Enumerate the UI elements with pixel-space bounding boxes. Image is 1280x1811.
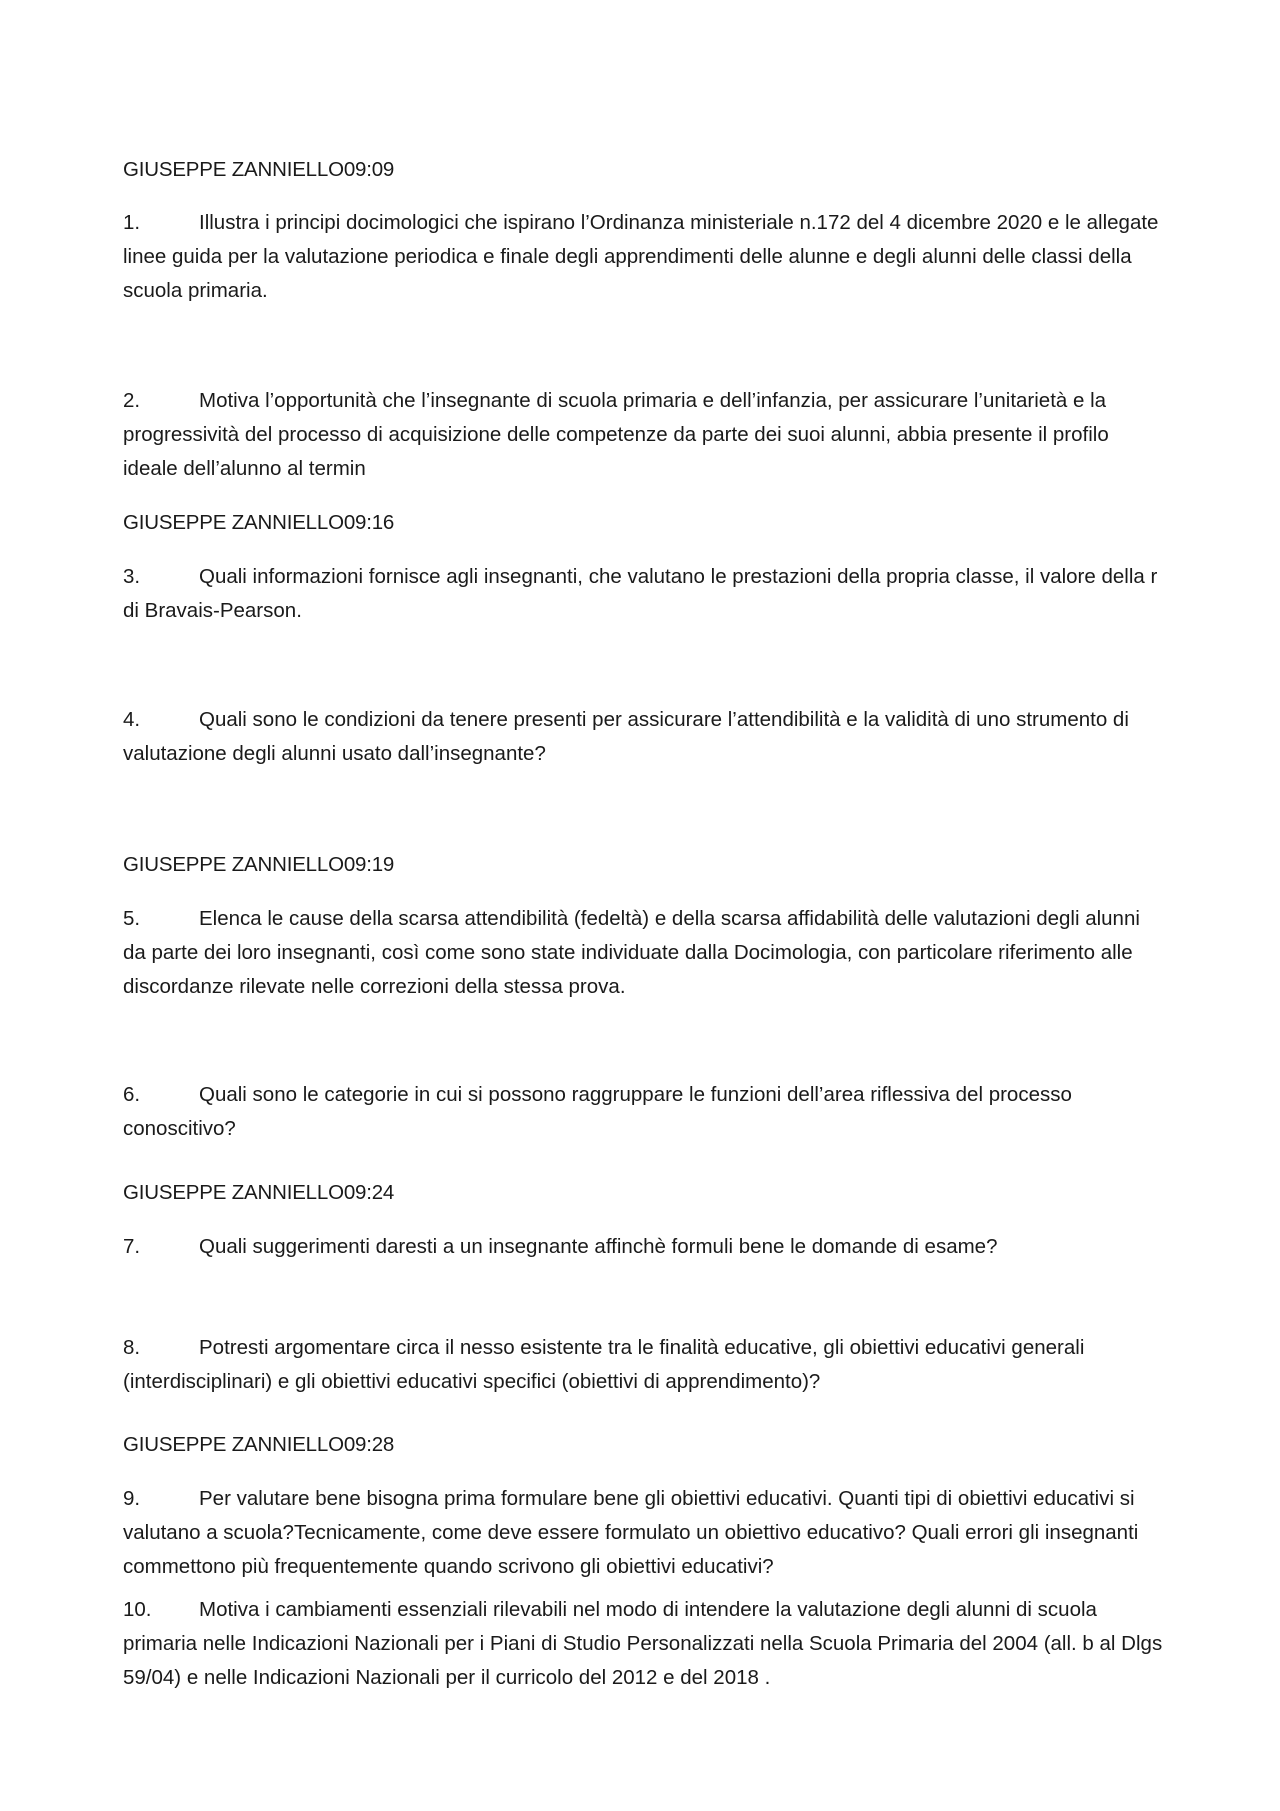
timestamp-header: GIUSEPPE ZANNIELLO09:19 [123, 853, 395, 876]
question-number: 7. [123, 1235, 141, 1258]
question-item [123, 384, 1168, 486]
question-number: 1. [123, 211, 141, 234]
question-number: 4. [123, 708, 141, 731]
question-number: 6. [123, 1083, 141, 1106]
question-text: Motiva i cambiamenti essenziali rilevabili nel modo di intendere la valutazione degli alunni di scuola primaria nelle Indicazioni Nazionali per i Piani di Studio Personalizzati nella Scuola Primaria del 2004 (all. b al Dlgs 59/04) e nelle Indicazioni Nazionali per il curricolo del 2012 e del 2018 . [123, 1598, 1163, 1689]
question-text: Quali sono le condizioni da tenere presenti per assicurare l’attendibilità e la validità di uno strumento di valutazione degli alunni usato dall’insegnante? [123, 708, 1129, 765]
question-text: Quali suggerimenti daresti a un insegnante affinchè formuli bene le domande di esame? [199, 1235, 998, 1258]
question-text: Motiva l’opportunità che l’insegnante di scuola primaria e dell’infanzia, per assicurare l’unitarietà e la progressività del processo di acquisizione delle competenze da parte dei suoi alunni, abbia presente il profilo ideale dell’alunno al termin [123, 389, 1109, 480]
timestamp-header: GIUSEPPE ZANNIELLO09:09 [123, 158, 395, 181]
question-item [123, 560, 1168, 628]
question-number: 3. [123, 565, 141, 588]
question-item [123, 703, 1168, 771]
question-number: 8. [123, 1336, 141, 1359]
question-number: 10. [123, 1598, 152, 1621]
question-item [123, 1593, 1168, 1695]
question-item [123, 902, 1168, 1004]
question-item [123, 1331, 1168, 1399]
question-item [123, 1230, 1168, 1264]
question-text: Potresti argomentare circa il nesso esistente tra le finalità educative, gli obiettivi educativi generali (interdisciplinari) e gli obiettivi educativi specifici (obiettivi di apprendimento)? [123, 1336, 1085, 1393]
question-text: Per valutare bene bisogna prima formulare bene gli obiettivi educativi. Quanti tipi di obiettivi educativi si valutano a scuola?Tecnicamente, come deve essere formulato un obiettivo educativo? Quali errori gli insegnanti commettono più frequentemente quando scrivono gli obiettivi educativi? [123, 1487, 1139, 1578]
question-number: 2. [123, 389, 141, 412]
question-text: Quali informazioni fornisce agli insegnanti, che valutano le prestazioni della propria classe, il valore della r di Bravais-Pearson. [123, 565, 1158, 622]
question-text: Elenca le cause della scarsa attendibilità (fedeltà) e della scarsa affidabilità delle valutazioni degli alunni da parte dei loro insegnanti, così come sono state individuate dalla Docimologia, con particolare riferimento alle discordanze rilevate nelle correzioni della stessa prova. [123, 907, 1140, 998]
question-item [123, 1482, 1168, 1584]
question-item [123, 206, 1168, 308]
timestamp-header: GIUSEPPE ZANNIELLO09:16 [123, 511, 395, 534]
question-number: 5. [123, 907, 141, 930]
question-text: Quali sono le categorie in cui si possono raggruppare le funzioni dell’area riflessiva del processo conoscitivo? [123, 1083, 1072, 1140]
question-text: Illustra i principi docimologici che ispirano l’Ordinanza ministeriale n.172 del 4 dicembre 2020 e le allegate linee guida per la valutazione periodica e finale degli apprendimenti delle alunne e degli alunni delle classi della scuola primaria. [123, 211, 1159, 302]
question-item [123, 1078, 1168, 1146]
question-number: 9. [123, 1487, 141, 1510]
timestamp-header: GIUSEPPE ZANNIELLO09:24 [123, 1181, 395, 1204]
timestamp-header: GIUSEPPE ZANNIELLO09:28 [123, 1433, 395, 1456]
